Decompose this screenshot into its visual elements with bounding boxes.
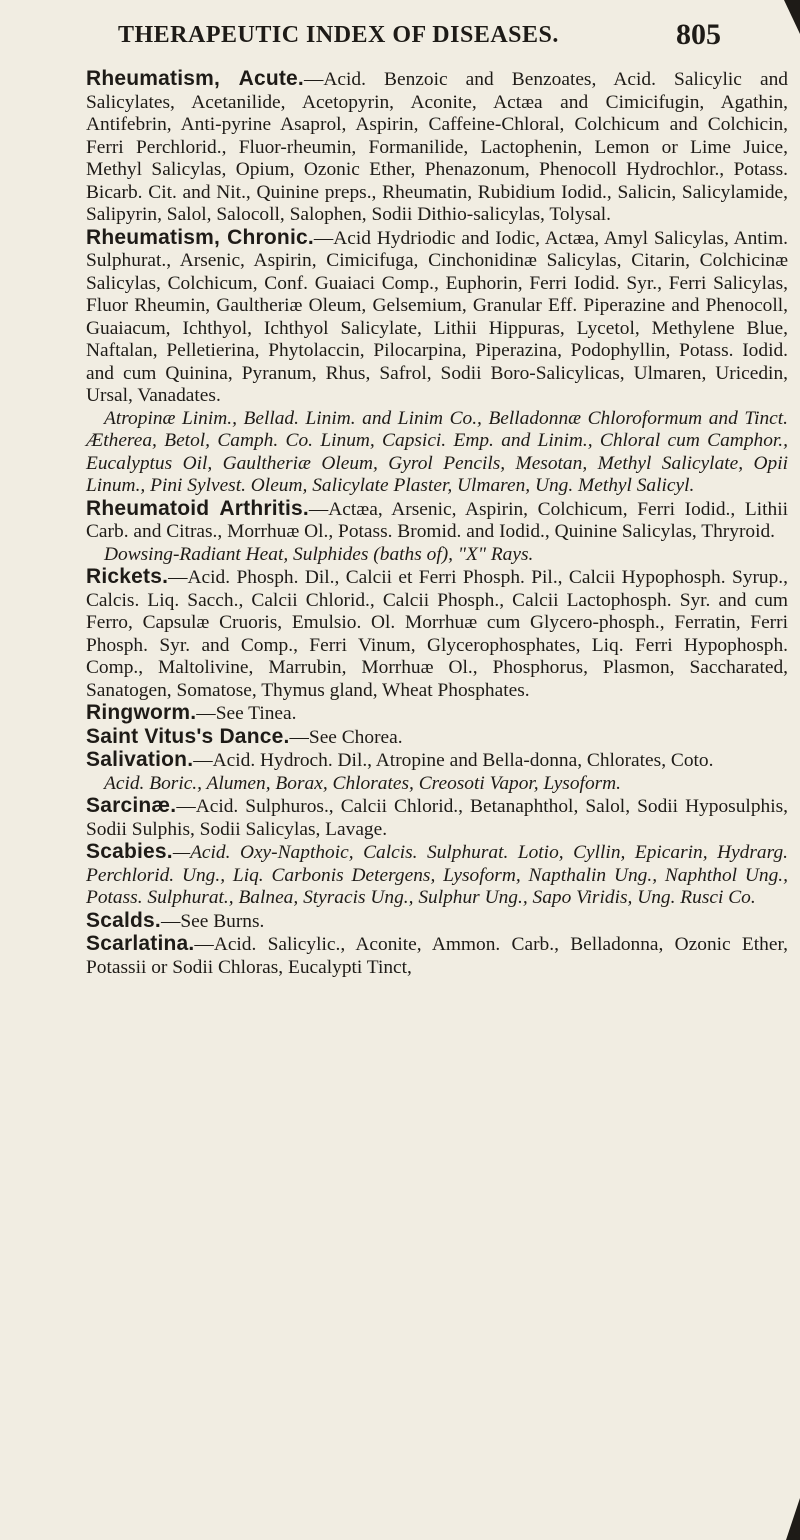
entry-heading: Ringworm.: [86, 701, 197, 724]
entry-external-remedies: —Acid. Oxy-Napthoic, Calcis. Sulphurat. Lotio, Cyllin, Epicarin, Hydrarg. Perchlorid. Ung., Liq. Carbonis Detergens, Lysoform, Napthalin Ung., Naphthol Ung., Potass. Sulphurat., Balnea, Styracis Ung., Sulphur Ung., Sapo Viridis, Ung. Rusci Co.: [86, 842, 788, 908]
entry-text: —Acid. Sulphuros., Calcii Chlorid., Betanaphthol, Salol, Sodii Hyposulphis, Sodii Sulphis, Sodii Salicylas, Lavage.: [86, 796, 788, 840]
page-header: [0, 18, 800, 58]
entry-heading: Scabies.: [86, 840, 173, 863]
entry-external-remedies: Dowsing-Radiant Heat, Sulphides (baths of), "X" Rays.: [104, 543, 534, 565]
entry-heading: Rheumatism, Chronic.: [86, 225, 314, 249]
entry-text: —Acid. Salicylic., Aconite, Ammon. Carb., Belladonna, Ozonic Ether, Potassii or Sodii Chloras, Eucalypti Tinct,: [86, 934, 788, 978]
entry-text: —Acid. Benzoic and Benzoates, Acid. Salicylic and Salicylates, Acetanilide, Acetopyrin, Aconite, Actæa and Cimicifugin, Agathin, Antifebrin, Anti-pyrine Asaprol, Aspirin, Caffeine-Chloral, Colchicum and Colchicin, Ferri Perchlorid., Fluor-rheumin, Formanilide, Lactophenin, Lemon or Lime Juice, Methyl Salicylas, Opium, Ozonic Ether, Phenazonum, Phenocoll Hydrochlor., Potass. Bicarb. Cit. and Nit., Quinine preps., Rheumatin, Rubidium Iodid., Salicin, Salicylamide, Salipyrin, Salol, Salocoll, Salophen, Sodii Dithio-salicylas, Tolysal.: [86, 69, 788, 225]
entry-scarlatina: [86, 933, 788, 979]
entry-heading: Salivation.: [86, 748, 194, 771]
entry-external-remedies: Atropinæ Linim., Bellad. Linim. and Linim Co., Belladonnæ Chloroformum and Tinct. Ætherea, Betol, Camph. Co. Linum, Capsici. Emp. and Linim., Chloral cum Camphor., Eucalyptus Oil, Gaultheriæ Oleum, Gyrol Pencils, Mesotan, Methyl Salicylate, Opii Linum., Pini Sylvest. Oleum, Salicylate Plaster, Ulmaren, Ung. Methyl Salicyl.: [86, 407, 788, 496]
entry-rheumatism-chronic: [86, 227, 788, 408]
entry-rickets: [86, 566, 788, 702]
entry-rheumatoid-arthritis: [86, 498, 788, 544]
entry-heading: Saint Vitus's Dance.: [86, 724, 290, 748]
entry-scabies: [86, 841, 788, 910]
page-number: 805: [676, 18, 721, 51]
entry-external-remedies: Acid. Boric., Alumen, Borax, Chlorates, Creosoti Vapor, Lysoform.: [104, 772, 622, 794]
entry-heading: Scarlatina.: [86, 932, 195, 955]
entry-heading: Rickets.: [86, 565, 169, 588]
running-title: THERAPEUTIC INDEX OF DISEASES.: [118, 22, 559, 48]
entry-text: —Acid Hydriodic and Iodic, Actæa, Amyl Salicylas, Antim. Sulphurat., Arsenic, Aspirin, Cimicifuga, Cinchonidinæ Salicylas, Citarin, Colchicinæ Salicylas, Colchicum, Conf. Guaiaci Comp., Euphorin, Ferri Iodid. Syr., Ferri Salicylas, Fluor Rheumin, Gaultheriæ Oleum, Gelsemium, Granular Eff. Piperazine and Phenocoll, Guaiacum, Ichthyol, Ichthyol Salicylate, Lithii Hippuras, Lycetol, Methylene Blue, Naftalan, Pelletierina, Phytolaccin, Pilocarpina, Piperazina, Podophyllin, Potass. Iodid. and cum Quinina, Pyranum, Rhus, Safrol, Sodii Boro-Salicylicas, Ulmaren, Uricedin, Ursal, Vanadates.: [86, 227, 788, 406]
entry-salivation: [86, 749, 788, 773]
entry-text: —See Chorea.: [289, 726, 403, 748]
entry-saint-vitus-dance: [86, 726, 788, 750]
entry-sarcinae: [86, 795, 788, 841]
entry-heading: Rheumatoid Arthritis.: [86, 496, 309, 520]
entry-text: —Actæa, Arsenic, Aspirin, Colchicum, Ferri Iodid., Lithii Carb. and Citras., Morrhuæ Ol., Potass. Bromid. and Iodid., Quinine Salicylas, Thryroid.: [86, 498, 788, 542]
entry-heading: Rheumatism, Acute.: [86, 67, 304, 90]
page-corner-mark-bottom: [786, 1498, 800, 1540]
entry-heading: Scalds.: [86, 908, 161, 932]
entry-text: —Acid. Phosph. Dil., Calcii et Ferri Phosph. Pil., Calcii Hypophosph. Syrup., Calcis. Liq. Sacch., Calcii Chlorid., Calcii Phosph., Calcii Lactophosph. Syr. and cum Ferro, Capsulæ Cruoris, Emulsio. Ol. Morrhuæ cum Glycero-phosph., Ferratin, Ferri Phosph. Syr. and Comp., Ferri Vinum, Glycerophosphates, Liq. Ferri Hypophosph. Comp., Maltolivine, Marrubin, Morrhuæ Ol., Phosphorus, Plasmon, Saccharated, Sanatogen, Somatose, Thymus gland, Wheat Phosphates.: [86, 567, 788, 701]
entry-scalds: [86, 910, 788, 934]
entry-ringworm: [86, 702, 788, 726]
entry-heading: Sarcinæ.: [86, 794, 177, 817]
entry-text: —See Burns.: [160, 910, 265, 932]
entry-text: —Acid. Hydroch. Dil., Atropine and Bella-donna, Chlorates, Coto.: [193, 750, 714, 771]
entry-rheumatism-acute: [86, 68, 788, 227]
entry-text: —See Tinea.: [196, 703, 297, 724]
index-entries: [86, 68, 788, 979]
